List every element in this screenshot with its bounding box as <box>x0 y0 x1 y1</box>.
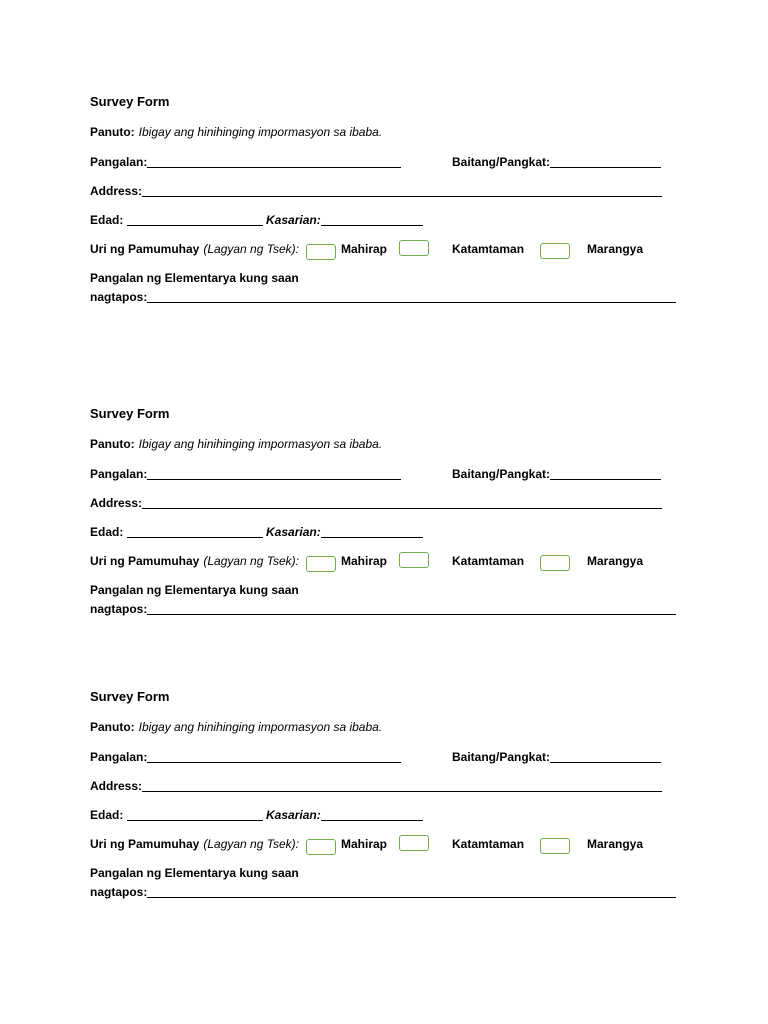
livelihood-label: Uri ng Pamumuhay <box>90 837 200 851</box>
elementary-label-line1: Pangalan ng Elementarya kung saan <box>90 583 299 597</box>
age-sex-row <box>90 805 690 825</box>
elementary-field <box>90 882 676 902</box>
elementary-label-line2: nagtapos: <box>90 290 148 304</box>
checkbox-mahirap <box>306 244 336 260</box>
checkbox-mahirap <box>306 556 336 572</box>
address-field <box>90 776 662 796</box>
age-sex-row <box>90 210 690 230</box>
grade-section-blank <box>550 750 661 763</box>
age-field <box>90 522 263 542</box>
option-mahirap: Mahirap <box>341 554 388 568</box>
option-mahirap: Mahirap <box>341 837 388 851</box>
age-label: Edad: <box>90 808 124 822</box>
survey-form <box>90 687 690 907</box>
survey-form <box>90 92 690 312</box>
grade-section-blank <box>550 155 661 168</box>
instructions-text: Ibigay ang hinihinging impormasyon sa ibaba. <box>138 437 383 451</box>
checkbox-mahirap <box>306 839 336 855</box>
name-label: Pangalan: <box>90 155 148 169</box>
grade-section-field <box>452 747 661 767</box>
form-title: Survey Form <box>90 94 170 109</box>
elementary-label-line2: nagtapos: <box>90 602 148 616</box>
address-label: Address: <box>90 496 143 510</box>
livelihood-label: Uri ng Pamumuhay <box>90 242 200 256</box>
sex-field <box>266 210 423 230</box>
livelihood-hint: (Lagyan ng Tsek): <box>203 837 299 851</box>
livelihood-hint: (Lagyan ng Tsek): <box>203 242 299 256</box>
age-field <box>90 210 263 230</box>
instructions-line <box>90 122 690 142</box>
sex-blank <box>321 213 423 226</box>
elementary-field <box>90 599 676 619</box>
grade-section-label: Baitang/Pangkat: <box>452 155 551 169</box>
name-grade-row <box>90 464 690 484</box>
instructions-label: Panuto: <box>90 720 135 734</box>
address-blank <box>142 184 662 197</box>
grade-section-label: Baitang/Pangkat: <box>452 750 551 764</box>
address-blank <box>142 496 662 509</box>
elementary-label-line1: Pangalan ng Elementarya kung saan <box>90 271 299 285</box>
option-katamtaman: Katamtaman <box>452 554 525 568</box>
elementary-row <box>90 882 690 902</box>
address-label: Address: <box>90 184 143 198</box>
elementary-row <box>90 287 690 307</box>
option-katamtaman: Katamtaman <box>452 837 525 851</box>
livelihood-question <box>90 834 299 854</box>
option-marangya: Marangya <box>587 554 644 568</box>
livelihood-question <box>90 239 299 259</box>
name-field <box>90 464 401 484</box>
instructions-text: Ibigay ang hinihinging impormasyon sa ibaba. <box>138 125 383 139</box>
sex-label: Kasarian: <box>266 808 321 822</box>
name-grade-row <box>90 747 690 767</box>
sex-blank <box>321 808 423 821</box>
grade-section-blank <box>550 467 661 480</box>
option-mahirap: Mahirap <box>341 242 388 256</box>
name-label: Pangalan: <box>90 467 148 481</box>
sex-label: Kasarian: <box>266 213 321 227</box>
elementary-label-line2: nagtapos: <box>90 885 148 899</box>
elementary-row <box>90 599 690 619</box>
name-label: Pangalan: <box>90 750 148 764</box>
instructions-label: Panuto: <box>90 125 135 139</box>
livelihood-hint: (Lagyan ng Tsek): <box>203 554 299 568</box>
address-field <box>90 493 662 513</box>
age-blank <box>127 525 263 538</box>
age-sex-row <box>90 522 690 542</box>
checkbox-marangya <box>540 838 570 854</box>
name-field <box>90 152 401 172</box>
age-field <box>90 805 263 825</box>
checkbox-katamtaman <box>399 240 429 256</box>
address-row <box>90 493 690 513</box>
livelihood-question <box>90 551 299 571</box>
checkbox-marangya <box>540 555 570 571</box>
grade-section-field <box>452 464 661 484</box>
option-marangya: Marangya <box>587 837 644 851</box>
age-label: Edad: <box>90 213 124 227</box>
sex-label: Kasarian: <box>266 525 321 539</box>
survey-form <box>90 404 690 624</box>
age-label: Edad: <box>90 525 124 539</box>
instructions-text: Ibigay ang hinihinging impormasyon sa ibaba. <box>138 720 383 734</box>
instructions-line <box>90 717 690 737</box>
address-blank <box>142 779 662 792</box>
address-row <box>90 776 690 796</box>
option-katamtaman: Katamtaman <box>452 242 525 256</box>
form-title: Survey Form <box>90 406 170 421</box>
name-grade-row <box>90 152 690 172</box>
name-blank <box>147 750 401 763</box>
address-label: Address: <box>90 779 143 793</box>
address-field <box>90 181 662 201</box>
name-blank <box>147 467 401 480</box>
elementary-label-line1: Pangalan ng Elementarya kung saan <box>90 866 299 880</box>
checkbox-katamtaman <box>399 552 429 568</box>
livelihood-row <box>90 551 690 571</box>
grade-section-field <box>452 152 661 172</box>
elementary-blank <box>147 290 676 303</box>
option-marangya: Marangya <box>587 242 644 256</box>
checkbox-marangya <box>540 243 570 259</box>
elementary-blank <box>147 885 676 898</box>
elementary-blank <box>147 602 676 615</box>
name-blank <box>147 155 401 168</box>
elementary-field <box>90 287 676 307</box>
form-title: Survey Form <box>90 689 170 704</box>
name-field <box>90 747 401 767</box>
livelihood-row <box>90 834 690 854</box>
age-blank <box>127 213 263 226</box>
checkbox-katamtaman <box>399 835 429 851</box>
livelihood-label: Uri ng Pamumuhay <box>90 554 200 568</box>
grade-section-label: Baitang/Pangkat: <box>452 467 551 481</box>
instructions-line <box>90 434 690 454</box>
livelihood-row <box>90 239 690 259</box>
address-row <box>90 181 690 201</box>
instructions-label: Panuto: <box>90 437 135 451</box>
sex-field <box>266 522 423 542</box>
sex-blank <box>321 525 423 538</box>
age-blank <box>127 808 263 821</box>
sex-field <box>266 805 423 825</box>
